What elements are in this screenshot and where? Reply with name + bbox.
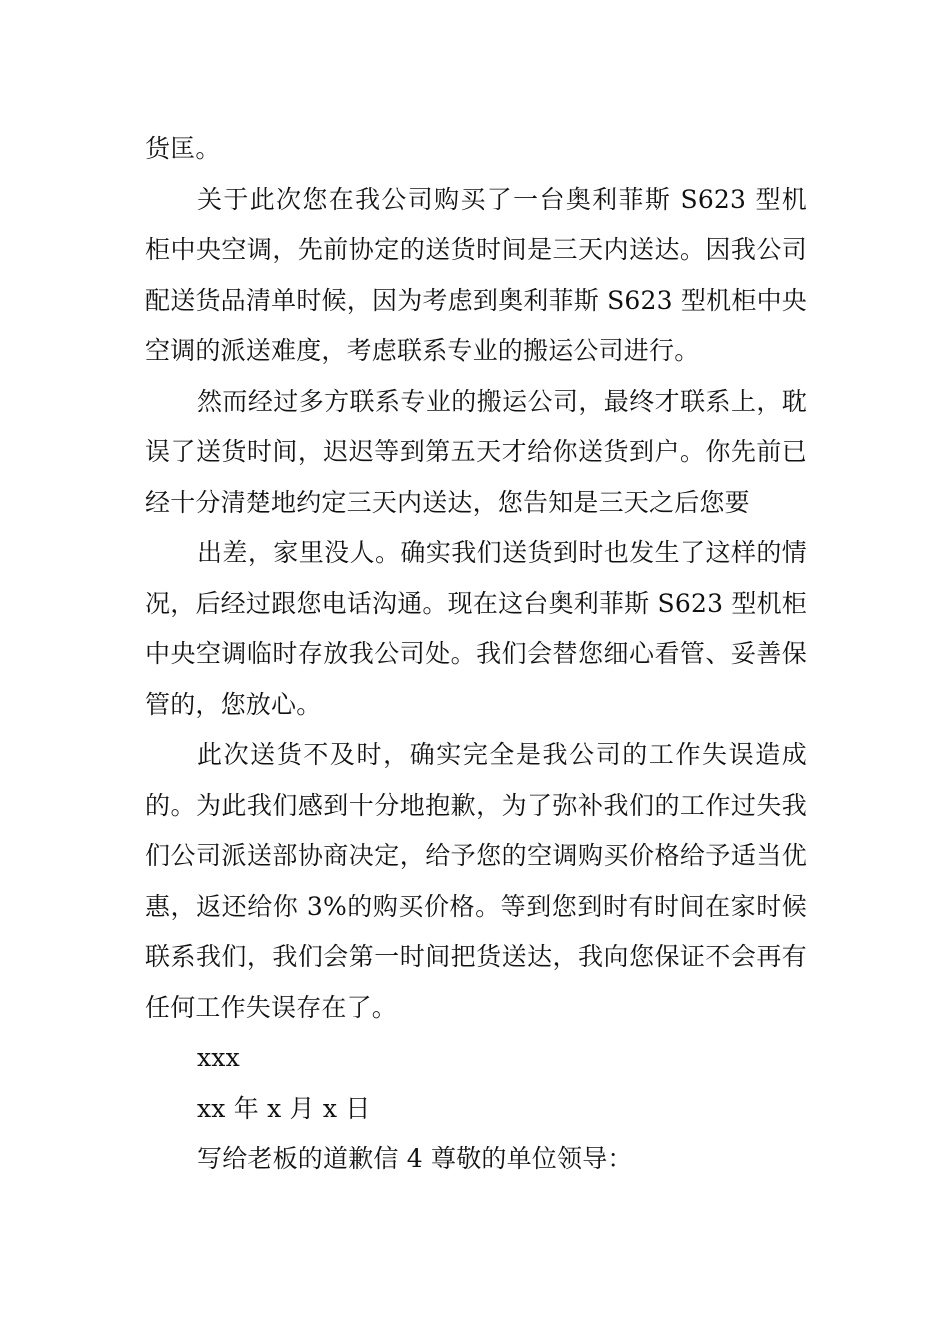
paragraph-apology-compensation: 此次送货不及时，确实完全是我公司的工作失误造成的。为此我们感到十分地抱歉，为了弥补我们的工作过失我们公司派送部协商决定，给予您的空调购买价格给予适当优惠，返还给你 3%的购买价格。等到您到时有时间在家时候联系我们，我们会第一时间把货送达，我向您保证不会再有任何工作失误存在了。 [145, 740, 807, 1022]
next-letter-heading: 写给老板的道歉信 4 尊敬的单位领导： [197, 1144, 633, 1173]
paragraph-storage-notice: 出差，家里没人。确实我们送货到时也发生了这样的情况，后经过跟您电话沟通。现在这台奥利菲斯 S623 型机柜中央空调临时存放我公司处。我们会替您细心看管、妥善保管的，您放心。 [145, 538, 807, 719]
signature-name: xxx [197, 1043, 240, 1072]
document-body [145, 124, 807, 1185]
paragraph-delivery-delay: 然而经过多方联系专业的搬运公司，最终才联系上，耽误了送货时间，迟迟等到第五天才给你送货到户。你先前已经十分清楚地约定三天内送达，您告知是三天之后您要 [145, 386, 807, 517]
paragraph-purchase-details: 关于此次您在我公司购买了一台奥利菲斯 S623 型机柜中央空调，先前协定的送货时间是三天内送达。因我公司配送货品清单时候，因为考虑到奥利菲斯 S623 型机柜中央空调的派送难度，考虑联系专业的搬运公司进行。 [145, 184, 807, 365]
paragraph-continuation: 货匡。 [145, 134, 221, 163]
signature-date: xx 年 x 月 x 日 [197, 1093, 371, 1123]
